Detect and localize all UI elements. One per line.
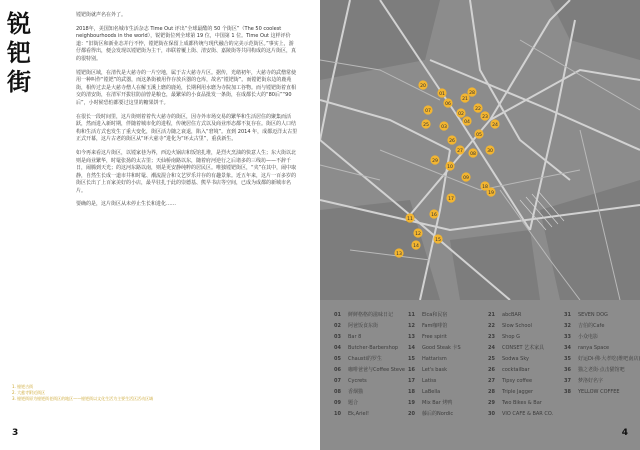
legend-number: 28 [488, 389, 495, 395]
legend-number: 29 [488, 400, 495, 406]
legend-number: 08 [334, 389, 341, 395]
legend-place-name: CONSET 艺术家具 [502, 345, 545, 351]
legend-place-name: VIO CAFE & BAR CO. [502, 411, 554, 417]
legend-number: 12 [408, 323, 415, 329]
legend-place-name: abcBAR [502, 312, 522, 318]
map-marker[interactable] [411, 240, 420, 249]
marker-label: 26 [449, 138, 455, 144]
legend-number: 35 [564, 356, 571, 362]
map-marker[interactable] [429, 209, 438, 218]
paragraph: 镗钯街区域，在清代是大慈寺的一片空地，属于古大慈寺片区。据传，光绪初年，大慈寺的武僧常使用一种叫作“镗钯”的武器，而这条街被用作存放兵器的仓库，故名“镗钯街”。而镗钯街东边的鹿苑街，相传过去是大慈寺僧人在解玉溪上磨的鹿苑，长期利用水磨为寺院加工谷物。而与镗钯街着直相交的清安街，在清军开拔驻防前曾是粮仓，最繁荣的小食品批发一条街，在成都长大的“80后”“90 后”，小时候恐怕都要过这里的糖果饼干。 [76, 69, 297, 106]
legend-place-name: Latiss [422, 378, 437, 384]
map-marker[interactable] [446, 193, 455, 202]
legend-number: 31 [564, 312, 571, 318]
map-marker[interactable] [473, 103, 482, 112]
map-marker[interactable] [413, 228, 422, 237]
legend-item [408, 345, 461, 352]
legend-item [408, 334, 447, 341]
legend-number: 02 [334, 323, 341, 329]
map-marker[interactable] [468, 148, 477, 157]
legend-number: 33 [564, 334, 571, 340]
legend-place-name: 好运Di·佛·大孝吃(维吧南店) [578, 356, 640, 362]
marker-label: 02 [458, 111, 464, 117]
legend-number: 36 [564, 367, 571, 373]
legend-place-name: Bar 8 [348, 334, 362, 340]
map-marker[interactable] [456, 108, 465, 117]
legend-item [488, 356, 529, 363]
legend-item [408, 323, 447, 330]
legend-item [488, 334, 520, 341]
map-marker[interactable] [421, 119, 430, 128]
legend-number: 30 [488, 411, 495, 417]
legend-place-name: Ek,Ariel! [348, 411, 369, 417]
legend-number: 34 [564, 345, 571, 351]
legend-place-name: Shop G [502, 334, 521, 340]
legend-item [334, 400, 358, 407]
legend-number: 19 [408, 400, 415, 406]
map-marker[interactable] [447, 135, 456, 144]
legend-number: 23 [488, 334, 495, 340]
legend-item [334, 323, 378, 330]
legend-item [488, 389, 533, 396]
legend-item [334, 345, 398, 352]
legend-place-name: ranya Space [578, 345, 610, 351]
footnote: 3. 镗钯街原为镗钯街老街区的地区——镗钯街以文化生活为主要生活区活动区域 [12, 396, 154, 401]
legend-item [408, 312, 447, 319]
marker-label: 30 [487, 148, 493, 154]
marker-label: 21 [462, 96, 468, 102]
legend-number: 38 [564, 389, 571, 395]
legend-place-name: 吉伯的Cafe [578, 323, 605, 329]
legend-place-name: 题合 [348, 400, 359, 406]
footnote: 2. 大慈寺附近街区 [12, 390, 46, 395]
legend-place-name: LaBella [422, 389, 441, 395]
legend-number: 20 [408, 411, 415, 417]
legend-place-name: Triple Jagger [502, 389, 534, 395]
marker-label: 28 [469, 90, 475, 96]
legend-number: 14 [408, 345, 415, 351]
legend-item [334, 312, 393, 319]
legend-number: 17 [408, 378, 415, 384]
marker-label: 23 [482, 114, 488, 120]
legend-place-name: 猫之老街·点击猫馆吧 [578, 367, 625, 373]
legend-number: 07 [334, 378, 341, 384]
legend-item [564, 389, 620, 396]
legend-number: 21 [488, 312, 495, 318]
legend-number: 26 [488, 367, 495, 373]
map-marker[interactable] [394, 248, 403, 257]
footnotes [12, 384, 212, 402]
page-number-right: 4 [621, 428, 628, 438]
legend-number: 01 [334, 312, 341, 318]
paragraph: 要确的是，这片街区从未停止生长和进化…… [76, 201, 177, 208]
district-map [320, 0, 640, 300]
marker-label: 27 [457, 148, 463, 154]
legend-number: 27 [488, 378, 495, 384]
marker-label: 18 [482, 184, 488, 190]
legend-item [334, 378, 367, 385]
legend-place-name: SEVEN DOG [578, 312, 608, 318]
map-marker[interactable] [439, 121, 448, 130]
legend-place-name: 梦洛好名字 [578, 378, 604, 384]
legend-place-name: 咖啡爸爸与Coffee Steve [348, 367, 405, 373]
legend-number: 37 [564, 378, 571, 384]
legend-item [564, 378, 603, 385]
legend-item [488, 400, 542, 407]
legend-place-name: Fam咖啡馆 [422, 323, 448, 329]
map-marker[interactable] [485, 145, 494, 154]
legend-number: 32 [564, 323, 571, 329]
legend-number: 25 [488, 356, 495, 362]
legend-item [564, 345, 609, 352]
legend-number: 16 [408, 367, 415, 373]
marker-label: 24 [492, 122, 498, 128]
legend-item [564, 367, 625, 374]
marker-label: 11 [407, 216, 413, 222]
legend-place-name: YELLOW COFFEE [578, 389, 620, 395]
legend-number: 22 [488, 323, 495, 329]
map-marker[interactable] [462, 116, 471, 125]
map-marker[interactable] [486, 187, 495, 196]
legend-item [488, 367, 530, 374]
map-marker[interactable] [423, 105, 432, 114]
right-page [320, 0, 640, 450]
legend-place-name: Butcher·Barbershop [348, 345, 399, 351]
map-block [540, 180, 640, 300]
paragraph: 2018年，美国知名城市生活杂志 Time Out 评出“全球最酷的 50 个街区”（The 50 coolest neighbourhoods in the world），锐钯街位列全球第 19 位，中国第 1 位。Time Out 这样评价道：“旧街区和新业态并行不悖，镗钯街在保留上成都传统与现代融合的完美示范街区。”事实上，游仔都看得出，便会发现以镗钯街为主干，串联着覆上街、清安街、嘉陵街等共同构成的这片街区，真的很特别。 [76, 25, 297, 62]
marker-label: 20 [420, 83, 426, 89]
legend-number: 15 [408, 356, 415, 362]
legend-number: 05 [334, 356, 341, 362]
map-marker[interactable] [405, 213, 414, 222]
marker-label: 25 [423, 122, 429, 128]
map-block [320, 200, 440, 300]
marker-label: 19 [488, 190, 494, 196]
marker-label: 15 [435, 237, 441, 243]
marker-label: 17 [448, 196, 454, 202]
legend-place-name: Hattarism [422, 356, 447, 362]
marker-label: 13 [396, 251, 402, 257]
legend-number: 06 [334, 367, 341, 373]
map-marker[interactable] [433, 234, 442, 243]
map-marker[interactable] [418, 80, 427, 89]
paragraph: 镗钯街就声名在外了。 [76, 12, 127, 18]
article-body [76, 12, 298, 215]
marker-label: 03 [441, 124, 447, 130]
legend-number: 10 [334, 411, 341, 417]
marker-label: 04 [464, 119, 470, 125]
legend-place-name: 香烟猫 [348, 389, 364, 395]
map-marker[interactable] [480, 111, 489, 120]
legend-item [488, 411, 553, 418]
legend-number: 24 [488, 345, 495, 351]
paragraph: 如今再来看这片街区，以镗家巷为界，西边火锅店和饭馆扎堆，是烈火烹油的快意人生；东大街以北则是商业繁华，时髦张扬的太古里；天仙桥南路以东，随着府河逆行之后诸多的三线坊——不辞千日，闹腾到天光；的这河东路以南，则是更安静纯粹的居民区。唯独镗钯街区，“夹”在其中，闹中取静，自然生长成一道市井和时髦、潮流混合和文艺罗乐并存的有趣景象。近五年来，这片一百多岁的街区长出了上百家美好的小店，最早驻扎于此的崇德基、熊早书店等空间，已成为成都的新城市名片。 [76, 149, 297, 194]
legend-place-name: 阿爸饭食东街 [348, 323, 379, 329]
legend-number: 11 [408, 312, 415, 318]
marker-label: 01 [439, 91, 445, 97]
map-marker[interactable] [455, 145, 464, 154]
legend-item [488, 323, 532, 330]
page-title: 锐钯街 [7, 10, 31, 96]
legend-item [488, 312, 521, 319]
legend-place-name: Slow School [502, 323, 532, 329]
legend-item [564, 323, 604, 330]
marker-label: 22 [475, 106, 481, 112]
marker-label: 08 [470, 151, 476, 157]
map-marker[interactable] [467, 87, 476, 96]
map-marker[interactable] [474, 129, 483, 138]
legend-item [564, 334, 598, 341]
paragraph: 在很长一段时间里，这片街则着着代大慈寺的街区，因寺外市场交易的繁华和生活居住的聚集而活跃，然而进入新时期，伴随着城市化的进程，传统居住方式以及商业形态都不复存在。街区的人口结构和生活方式也发生了重大变化，街区活力随之衰退，陷入“窘境”。直到 2014 年，成都迈洋太古里正式开幕，这片古老的街区从“环大慈寺”进化为“环太古里”，重获新生。 [76, 113, 298, 143]
legend-item [334, 367, 405, 374]
page-number-left: 3 [12, 428, 19, 438]
map-marker[interactable] [437, 88, 446, 97]
legend-number: 03 [334, 334, 341, 340]
legend-place-name: Sodwa Sky [502, 356, 529, 362]
marker-label: 29 [432, 158, 438, 164]
legend-item [408, 400, 452, 407]
legend-number: 09 [334, 400, 341, 406]
legend-item [408, 356, 447, 363]
legend-item [408, 367, 447, 374]
legend-item [564, 356, 640, 363]
marker-label: 14 [413, 243, 419, 249]
marker-label: 07 [425, 108, 431, 114]
marker-label: 09 [463, 175, 469, 181]
marker-label: 05 [476, 132, 482, 138]
marker-label: 12 [415, 231, 421, 237]
legend-item [334, 411, 369, 418]
legend-place-name: 藤后的Nordic [422, 411, 454, 417]
legend-item [564, 312, 608, 319]
marker-label: 06 [445, 101, 451, 107]
legend-item [334, 389, 363, 396]
map-block [450, 230, 540, 300]
legend-place-name: 鲜鲜格格的滋味日记 [348, 312, 394, 318]
legend-item [408, 411, 453, 418]
map-marker[interactable] [490, 119, 499, 128]
legend-place-name: Mix Bar 烤鸭 [422, 400, 453, 406]
legend-place-name: Elca和民宿 [422, 312, 448, 318]
legend-place-name: Let's bask [422, 367, 448, 373]
legend-place-name: cocktailbar [502, 367, 530, 373]
map-marker[interactable] [461, 172, 470, 181]
map-marker[interactable] [430, 155, 439, 164]
legend-item [334, 334, 361, 341]
legend-place-name: Cycrets [348, 378, 367, 384]
map-marker[interactable] [445, 161, 454, 170]
legend-place-name: 小众电影 [578, 334, 599, 340]
marker-label: 10 [447, 164, 453, 170]
map-marker[interactable] [443, 98, 452, 107]
legend-place-name: Chausti的罗生 [348, 356, 382, 362]
legend-item [488, 345, 544, 352]
legend-number: 04 [334, 345, 341, 351]
legend-number: 18 [408, 389, 415, 395]
legend-place-name: Two Bikes & Bar [502, 400, 542, 406]
map-block [550, 0, 640, 60]
legend-place-name: Good Steak 卡S [422, 345, 461, 351]
legend-item [334, 356, 382, 363]
marker-label: 16 [431, 212, 437, 218]
legend-item [488, 378, 532, 385]
legend-place-name: Free spirit [422, 334, 447, 340]
legend-place-name: Tipsy coffee [502, 378, 533, 384]
legend-item [408, 389, 440, 396]
footnote: 1. 镗钯古街 [12, 384, 34, 389]
legend-number: 13 [408, 334, 415, 340]
legend-item [408, 378, 436, 385]
map-block [320, 0, 440, 80]
